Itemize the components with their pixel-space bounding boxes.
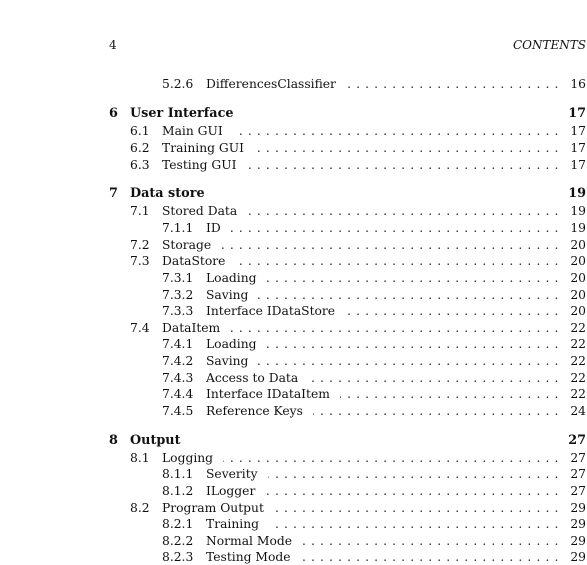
toc-entry[interactable] xyxy=(0,123,587,139)
toc-entry-page: 27 xyxy=(570,451,586,465)
toc-entry-page: 27 xyxy=(570,467,586,481)
toc-leader-dots xyxy=(313,403,559,419)
toc-leader-dots xyxy=(246,157,559,173)
toc-entry-title: Saving xyxy=(206,353,252,369)
toc-entry-page: 19 xyxy=(568,186,586,201)
toc-entry[interactable] xyxy=(0,320,587,336)
toc-entry[interactable] xyxy=(0,203,587,219)
toc-entry-number: 8.2.2 xyxy=(162,534,194,548)
toc-entry-number: 7.4.4 xyxy=(162,387,194,401)
toc-entry-page: 29 xyxy=(570,501,586,515)
toc-entry-page: 20 xyxy=(570,254,586,268)
toc-entry-title: Testing Mode xyxy=(206,549,295,565)
toc-entry[interactable] xyxy=(0,353,587,369)
toc-entry-title: ILogger xyxy=(206,483,259,499)
toc-entry-title: Normal Mode xyxy=(206,533,296,549)
toc-entry[interactable] xyxy=(0,106,587,122)
toc-entry[interactable] xyxy=(0,157,587,173)
toc-entry[interactable] xyxy=(0,483,587,499)
toc-leader-dots xyxy=(254,140,559,156)
toc-entry-title: Loading xyxy=(206,336,261,352)
toc-leader-dots xyxy=(340,386,559,402)
toc-entry-page: 16 xyxy=(570,77,586,91)
toc-entry-page: 17 xyxy=(570,141,586,155)
page-number: 4 xyxy=(109,38,117,52)
toc-leader-dots xyxy=(345,303,559,319)
toc-entry-title: Stored Data xyxy=(162,203,241,219)
toc-leader-dots xyxy=(247,203,559,219)
toc-entry[interactable] xyxy=(0,237,587,253)
toc-entry-page: 27 xyxy=(570,484,586,498)
toc-entry-number: 7.4 xyxy=(130,321,150,335)
toc-entry-number: 6.1 xyxy=(130,124,150,138)
toc-entry-number: 7.4.1 xyxy=(162,337,194,351)
toc-entry-number: 7.3 xyxy=(130,254,150,268)
toc-entry-page: 17 xyxy=(568,106,586,121)
toc-entry-title: Saving xyxy=(206,287,252,303)
toc-entry-page: 20 xyxy=(570,304,586,318)
toc-leader-dots xyxy=(230,320,559,336)
toc-entry[interactable] xyxy=(0,500,587,516)
toc-entry-title: Severity xyxy=(206,466,262,482)
toc-entry-number: 5.2.6 xyxy=(162,77,194,91)
toc-entry-title: User Interface xyxy=(130,106,238,122)
toc-entry-page: 17 xyxy=(570,158,586,172)
toc-entry[interactable] xyxy=(0,466,587,482)
toc-entry-number: 7.1 xyxy=(130,204,150,218)
toc-entry-title: Loading xyxy=(206,270,261,286)
toc-entry[interactable] xyxy=(0,433,587,449)
toc-entry[interactable] xyxy=(0,450,587,466)
toc-entry-title: Data store xyxy=(130,186,209,202)
toc-entry-title: Training GUI xyxy=(162,140,248,156)
toc-entry-title: DataStore xyxy=(162,253,229,269)
toc-entry-page: 19 xyxy=(570,221,586,235)
toc-entry-page: 29 xyxy=(570,517,586,531)
toc-entry-title: DifferencesClassifier xyxy=(206,76,340,92)
toc-entry-page: 27 xyxy=(568,433,586,448)
toc-leader-dots xyxy=(235,253,559,269)
toc-entry-number: 7.3.2 xyxy=(162,288,194,302)
toc-leader-dots xyxy=(274,500,559,516)
toc-entry-number: 6 xyxy=(109,106,118,121)
toc-entry[interactable] xyxy=(0,386,587,402)
toc-entry[interactable] xyxy=(0,140,587,156)
toc-entry-page: 22 xyxy=(570,321,586,335)
toc-entry-page: 20 xyxy=(570,288,586,302)
toc-entry-number: 7.3.3 xyxy=(162,304,194,318)
toc-entry-number: 8.2 xyxy=(130,501,150,515)
toc-entry-number: 7.1.1 xyxy=(162,221,194,235)
toc-entry-page: 22 xyxy=(570,354,586,368)
toc-entry[interactable] xyxy=(0,287,587,303)
toc-entry-number: 8.1.1 xyxy=(162,467,194,481)
toc-leader-dots xyxy=(221,237,559,253)
toc-entry-number: 7 xyxy=(109,186,118,201)
toc-leader-dots xyxy=(223,450,559,466)
toc-entry-page: 22 xyxy=(570,371,586,385)
toc-entry[interactable] xyxy=(0,370,587,386)
toc-entry-number: 8 xyxy=(109,433,118,448)
toc-entry-title: Main GUI xyxy=(162,123,227,139)
toc-entry-page: 17 xyxy=(570,124,586,138)
toc-entry[interactable] xyxy=(0,270,587,286)
toc-entry[interactable] xyxy=(0,253,587,269)
toc-entry[interactable] xyxy=(0,549,587,565)
toc-entry[interactable] xyxy=(0,220,587,236)
toc-leader-dots xyxy=(268,466,559,482)
toc-entry[interactable] xyxy=(0,533,587,549)
toc-entry-number: 7.4.2 xyxy=(162,354,194,368)
toc-entry-number: 8.1.2 xyxy=(162,484,194,498)
toc-entry-title: Storage xyxy=(162,237,215,253)
toc-entry-page: 29 xyxy=(570,550,586,564)
toc-entry-page: 22 xyxy=(570,387,586,401)
toc-leader-dots xyxy=(233,123,559,139)
toc-entry-number: 8.2.1 xyxy=(162,517,194,531)
toc-entry-page: 19 xyxy=(570,204,586,218)
toc-entry-page: 20 xyxy=(570,238,586,252)
toc-leader-dots xyxy=(258,353,559,369)
toc-leader-dots xyxy=(308,370,559,386)
page-header xyxy=(109,38,586,54)
toc-leader-dots xyxy=(346,76,559,92)
toc-entry-title: Program Output xyxy=(162,500,268,516)
toc-entry-number: 7.3.1 xyxy=(162,271,194,285)
toc-entry-title: DataItem xyxy=(162,320,224,336)
toc-entry[interactable] xyxy=(0,403,587,419)
toc-entry-number: 6.2 xyxy=(130,141,150,155)
toc-leader-dots xyxy=(267,336,559,352)
toc-entry-title: Reference Keys xyxy=(206,403,307,419)
toc-entry[interactable] xyxy=(0,303,587,319)
running-title: CONTENTS xyxy=(512,38,586,52)
toc-entry[interactable] xyxy=(0,76,587,92)
toc-entry-number: 8.1 xyxy=(130,451,150,465)
toc-entry[interactable] xyxy=(0,516,587,532)
toc-entry-title: ID xyxy=(206,220,225,236)
toc-leader-dots xyxy=(267,270,559,286)
toc-entry-title: Interface IDataItem xyxy=(206,386,334,402)
toc-entry-title: Interface IDataStore xyxy=(206,303,339,319)
toc-leader-dots xyxy=(301,549,559,565)
toc-entry-page: 20 xyxy=(570,271,586,285)
toc-leader-dots xyxy=(265,483,559,499)
toc-entry-number: 7.4.3 xyxy=(162,371,194,385)
toc-entry-title: Training xyxy=(206,516,263,532)
toc-leader-dots xyxy=(269,516,559,532)
toc-entry-number: 8.2.3 xyxy=(162,550,194,564)
toc-entry-page: 22 xyxy=(570,337,586,351)
toc-entry-title: Access to Data xyxy=(206,370,302,386)
toc-entry-page: 24 xyxy=(570,404,586,418)
toc-entry-title: Logging xyxy=(162,450,217,466)
toc-entry-page: 29 xyxy=(570,534,586,548)
toc-leader-dots xyxy=(302,533,559,549)
toc-entry-title: Testing GUI xyxy=(162,157,240,173)
toc-entry[interactable] xyxy=(0,186,587,202)
toc-entry[interactable] xyxy=(0,336,587,352)
toc-entry-number: 6.3 xyxy=(130,158,150,172)
toc-entry-title: Output xyxy=(130,433,185,449)
toc-leader-dots xyxy=(231,220,559,236)
toc-entry-number: 7.4.5 xyxy=(162,404,194,418)
toc-leader-dots xyxy=(258,287,559,303)
toc-entry-number: 7.2 xyxy=(130,238,150,252)
